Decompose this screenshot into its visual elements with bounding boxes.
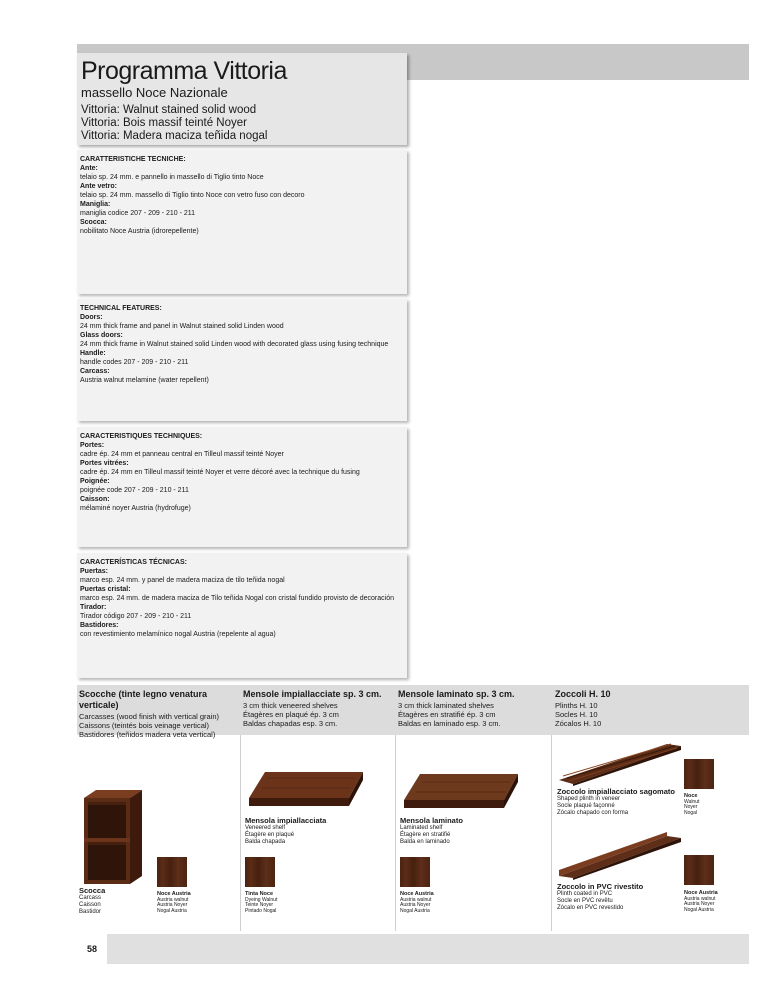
product-line: Balda chapada xyxy=(245,839,286,845)
swatch-title: Noce Austria xyxy=(157,891,191,897)
category-line: Carcasses (wood finish with vertical grain) xyxy=(79,712,220,721)
category-plinths xyxy=(555,689,705,728)
category-line: Caissons (teintés bois veinage vertical) xyxy=(79,721,210,730)
swatch-line: Nogal Austria xyxy=(400,907,430,914)
swatch-noce-austria xyxy=(157,857,187,887)
category-line: Bastidores (teñidos madera veta vertical) xyxy=(79,730,216,739)
swatch-line: Austria Noyer xyxy=(684,901,715,907)
swatch-line: Austria Noyer xyxy=(157,902,188,908)
features-box-en xyxy=(77,299,407,421)
page-number: 58 xyxy=(77,934,107,964)
features-box-it xyxy=(77,150,407,294)
swatch-line: Austria walnut xyxy=(157,896,189,903)
feature-label: Portes: xyxy=(80,442,105,449)
title-box xyxy=(77,53,407,145)
swatch-line: Nogal Austria xyxy=(157,907,187,914)
swatch-noce xyxy=(684,759,714,789)
title-line-es: Vittoria: Madera maciza teñida nogal xyxy=(81,130,268,142)
feature-text: 24 mm thick frame and panel in Walnut stained solid Linden wood xyxy=(80,323,284,330)
product-line: Laminated shelf xyxy=(400,825,443,831)
column-divider xyxy=(240,735,241,931)
swatch-line: Walnut xyxy=(684,798,700,805)
feature-text: 24 mm thick frame in Walnut stained solid Linden wood with decorated glass using fusing technique xyxy=(80,341,389,348)
product-title: Scocca xyxy=(79,886,106,895)
swatch-noce-austria-laminato xyxy=(400,857,430,887)
swatch-noce-austria-pvc xyxy=(684,855,714,885)
feature-text: cadre ép. 24 mm et panneau central en Tilleul massif teinté Noyer xyxy=(80,451,284,458)
column-divider xyxy=(395,735,396,931)
product-line: Socle en PVC revêtu xyxy=(557,898,613,904)
swatch-title: Tinta Noce xyxy=(245,891,274,897)
category-line: Baldas chapadas esp. 3 cm. xyxy=(243,719,338,728)
swatch-line: Dyeing Walnut xyxy=(245,896,278,903)
feature-text: marco esp. 24 mm. de madera maciza de Tilo teñida Nogal con cristal fundido provisto de decoración xyxy=(80,595,394,602)
swatch-label-zoccolo-pvc xyxy=(684,890,744,913)
feature-label: Puertas: xyxy=(80,568,109,575)
swatch-line: Noyer xyxy=(684,804,698,810)
category-title: Scocche (tinte legno venatura verticale) xyxy=(79,689,208,710)
category-line: 3 cm thick laminated shelves xyxy=(398,701,494,710)
features-heading: CARACTERISTIQUES TECHNIQUES: xyxy=(80,433,203,440)
feature-text: telaio sp. 24 mm. massello di Tiglio tinto Noce con vetro fuso con decoro xyxy=(80,192,305,199)
swatch-line: Teinte Noyer xyxy=(245,902,274,908)
product-title: Mensola laminato xyxy=(400,816,463,825)
feature-label: Ante vetro: xyxy=(80,183,117,190)
swatch-line: Austria Noyer xyxy=(400,902,431,908)
feature-text: nobilitato Noce Austria (idrorepellente) xyxy=(80,228,199,235)
feature-label: Scocca: xyxy=(80,219,107,226)
feature-label: Caisson: xyxy=(80,496,110,503)
feature-label: Carcass: xyxy=(80,368,110,375)
product-line: Étagère en plaqué xyxy=(245,832,295,838)
swatch-title: Noce Austria xyxy=(400,891,434,897)
product-mensola-impiallacciata xyxy=(245,816,385,846)
category-line: Zócalos H. 10 xyxy=(555,719,602,728)
category-line: Baldas en laminado esp. 3 cm. xyxy=(398,719,501,728)
category-line: Socles H. 10 xyxy=(555,710,598,719)
swatch-line: Nogal xyxy=(684,809,698,816)
feature-text: cadre ép. 24 mm en Tilleul massif teinté Noyer et verre décoré avec la technique du fusing xyxy=(80,469,360,476)
product-line: Shaped plinth in veneer xyxy=(557,796,621,802)
feature-label: Tirador: xyxy=(80,604,107,611)
product-line: Balda en laminado xyxy=(400,839,450,845)
veneered-shelf-image xyxy=(245,768,375,810)
category-veneered-shelves xyxy=(243,689,393,728)
product-line: Bastidor xyxy=(79,909,102,915)
carcass-image xyxy=(82,788,154,888)
swatch-label-laminato xyxy=(400,891,470,914)
category-title: Mensole impiallacciate sp. 3 cm. xyxy=(243,689,382,699)
feature-label: Maniglia: xyxy=(80,201,111,208)
swatch-tinta-noce xyxy=(245,857,275,887)
category-line: Étagères en stratifié ép. 3 cm xyxy=(398,710,496,719)
swatch-line: Austria walnut xyxy=(400,896,432,903)
feature-text: maniglia codice 207 - 209 - 210 - 211 xyxy=(80,210,196,217)
feature-text: telaio sp. 24 mm. e pannello in massello di Tiglio tinto Noce xyxy=(80,174,264,181)
product-line: Veneered shelf xyxy=(245,825,286,831)
product-zoccolo-sagomato xyxy=(557,787,687,817)
product-mensola-laminato xyxy=(400,816,540,846)
feature-text: Austria walnut melamine (water repellent) xyxy=(80,377,209,384)
feature-text: marco esp. 24 mm. y panel de madera maciza de tilo teñida nogal xyxy=(80,577,285,584)
feature-text: mélaminé noyer Austria (hydrofuge) xyxy=(80,505,191,512)
product-scocca xyxy=(79,886,139,916)
column-divider xyxy=(551,735,552,931)
features-box-es xyxy=(77,553,407,678)
feature-text: con revestimiento melamínico nogal Austria (repelente al agua) xyxy=(80,631,276,638)
feature-label: Bastidores: xyxy=(80,622,119,629)
page-subtitle: massello Noce Nazionale xyxy=(81,85,228,100)
features-box-fr xyxy=(77,427,407,547)
product-line: Zócalo chapado con forma xyxy=(557,810,629,816)
product-title: Mensola impiallacciata xyxy=(245,816,327,825)
product-line: Socle plaqué façonné xyxy=(557,803,615,809)
swatch-label-scocca xyxy=(157,891,227,914)
category-title: Zoccoli H. 10 xyxy=(555,689,611,699)
feature-text: Tirador código 207 - 209 - 210 - 211 xyxy=(80,613,192,620)
shaped-plinth-image xyxy=(555,740,683,786)
swatch-line: Austria walnut xyxy=(684,895,716,902)
features-heading: CARACTERÍSTICAS TÉCNICAS: xyxy=(80,559,187,566)
category-line: Plinths H. 10 xyxy=(555,701,598,710)
product-line: Caisson xyxy=(79,902,101,908)
category-carcasses xyxy=(79,689,239,739)
feature-text: poignée code 207 - 209 - 210 - 211 xyxy=(80,487,189,494)
feature-label: Handle: xyxy=(80,350,106,357)
product-title: Zoccolo in PVC rivestito xyxy=(557,882,644,891)
swatch-line: Pintado Nogal xyxy=(245,907,277,914)
features-heading: TECHNICAL FEATURES: xyxy=(80,305,162,312)
product-line: Étagère en stratifié xyxy=(400,832,451,838)
category-title: Mensole laminato sp. 3 cm. xyxy=(398,689,515,699)
feature-text: handle codes 207 - 209 - 210 - 211 xyxy=(80,359,189,366)
product-line: Zócalo en PVC revestido xyxy=(557,905,624,911)
swatch-label-zoccolo-sagomato xyxy=(684,793,744,816)
feature-label: Poignée: xyxy=(80,478,110,485)
feature-label: Puertas cristal: xyxy=(80,586,131,593)
title-line-fr: Vittoria: Bois massif teinté Noyer xyxy=(81,117,247,129)
title-line-en: Vittoria: Walnut stained solid wood xyxy=(81,104,257,116)
laminated-shelf-image xyxy=(400,770,530,812)
swatch-title: Noce Austria xyxy=(684,890,718,896)
swatch-line: Nogal Austria xyxy=(684,906,714,913)
category-line: Étagères en plaqué ép. 3 cm xyxy=(243,710,339,719)
product-line: Carcass xyxy=(79,895,102,901)
page-title: Programma Vittoria xyxy=(81,57,287,85)
product-title: Zoccolo impiallacciato sagomato xyxy=(557,787,675,796)
feature-label: Portes vitrées: xyxy=(80,460,129,467)
pvc-plinth-image xyxy=(555,830,683,880)
swatch-title: Noce xyxy=(684,793,698,799)
bottom-bar xyxy=(77,934,749,964)
feature-label: Doors: xyxy=(80,314,103,321)
swatch-label-impiallacciata xyxy=(245,891,315,914)
category-line: 3 cm thick veneered shelves xyxy=(243,701,338,710)
product-line: Plinth coated in PVC xyxy=(557,891,613,897)
feature-label: Ante: xyxy=(80,165,98,172)
features-heading: CARATTERISTICHE TECNICHE: xyxy=(80,156,186,163)
feature-label: Glass doors: xyxy=(80,332,123,339)
category-laminated-shelves xyxy=(398,689,548,728)
product-zoccolo-pvc xyxy=(557,882,687,912)
